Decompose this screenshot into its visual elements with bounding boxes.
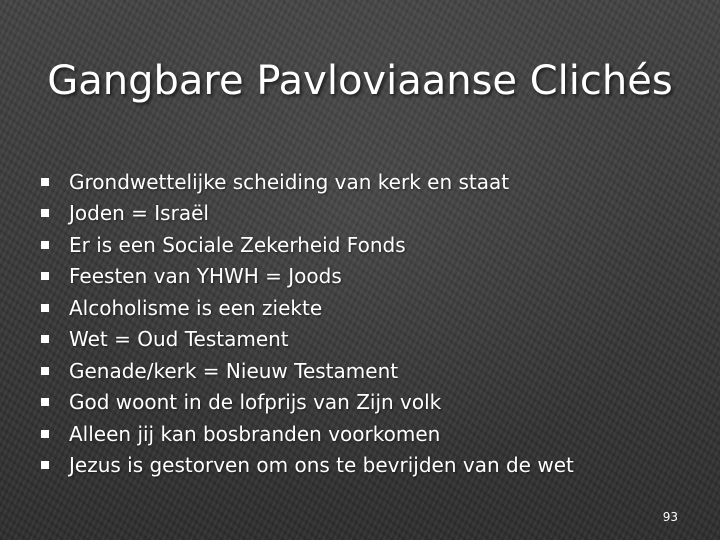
- bullet-text: Jezus is gestorven om ons te bevrijden van de wet: [69, 453, 574, 478]
- bullet-text: Alcoholisme is een ziekte: [69, 295, 323, 320]
- bullet-item: [40, 324, 680, 356]
- bullet-item: [40, 292, 680, 324]
- slide-title: Gangbare Pavloviaanse Clichés: [47, 58, 673, 104]
- square-bullet-icon: [41, 461, 49, 469]
- square-bullet-icon: [41, 178, 49, 186]
- square-bullet-icon: [41, 398, 49, 406]
- square-bullet-icon: [41, 241, 49, 249]
- bullet-item: [40, 166, 680, 198]
- square-bullet-icon: [41, 430, 49, 438]
- bullet-item: [40, 387, 680, 419]
- bullet-text: Er is een Sociale Zekerheid Fonds: [69, 232, 406, 257]
- page-number: 93: [662, 510, 678, 524]
- bullet-text: God woont in de lofprijs van Zijn volk: [69, 390, 442, 415]
- square-bullet-icon: [41, 367, 49, 375]
- square-bullet-icon: [41, 335, 49, 343]
- square-bullet-icon: [41, 209, 49, 217]
- bullet-item: [40, 355, 680, 387]
- bullet-item: [40, 229, 680, 261]
- bullet-text: Wet = Oud Testament: [69, 327, 289, 352]
- bullet-text: Alleen jij kan bosbranden voorkomen: [69, 421, 441, 446]
- square-bullet-icon: [41, 304, 49, 312]
- bullet-item: [40, 198, 680, 230]
- bullet-list: [40, 166, 680, 481]
- bullet-item: [40, 450, 680, 482]
- bullet-item: [40, 418, 680, 450]
- square-bullet-icon: [41, 272, 49, 280]
- bullet-text: Joden = Israël: [69, 201, 209, 226]
- bullet-text: Feesten van YHWH = Joods: [69, 264, 342, 289]
- bullet-item: [40, 261, 680, 293]
- bullet-text: Grondwettelijke scheiding van kerk en staat: [69, 169, 510, 194]
- bullet-text: Genade/kerk = Nieuw Testament: [69, 358, 399, 383]
